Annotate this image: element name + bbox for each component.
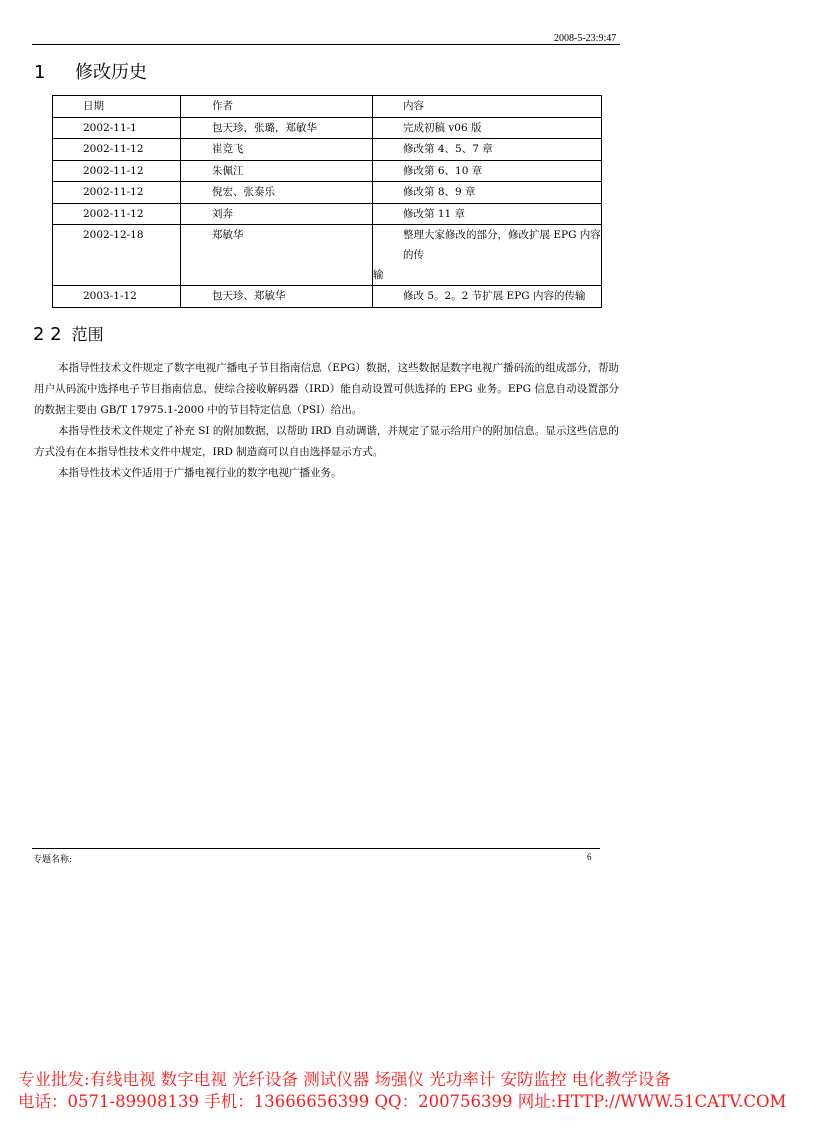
cell-date: 2002-11-1 [53, 117, 181, 139]
paragraph: 本指导性技术文件规定了数字电视广播电子节目指南信息（EPG）数据，这些数据是数字电视广播码流的组成部分，帮助用户从码流中选择电子节目指南信息，使综合接收解码器（IRD）能自动设置可供选择的 EPG 业务。EPG 信息自动设置部分的数据主要由 GB/T 17975.1-2000 中的节目特定信息（PSI）给出。 [34, 362, 619, 416]
table-row [53, 160, 602, 182]
cell-date: 2003-1-12 [53, 286, 181, 308]
section-number: 1 [34, 62, 46, 83]
cell-content: 修改第 11 章 [373, 203, 602, 225]
table-row [53, 182, 602, 204]
cell-content: 修改第 6、10 章 [373, 160, 602, 182]
cell-author: 朱佩江 [181, 160, 373, 182]
cell-author: 倪宏、张泰乐 [181, 182, 373, 204]
table-header-row [53, 96, 602, 118]
cell-content-line: 整理大家修改的部分，修改扩展 EPG 内容的传 [403, 229, 601, 261]
footer-rule [32, 848, 600, 849]
cell-author: 包天珍、郑敏华 [181, 286, 373, 308]
cell-date: 2002-11-12 [53, 182, 181, 204]
advert-line-1: 专业批发:有线电视 数字电视 光纤设备 测试仪器 场强仪 光功率计 安防监控 电化教学设备 [18, 1070, 671, 1089]
section-title: 范围 [71, 325, 104, 344]
cell-author: 刘奔 [181, 203, 373, 225]
cell-content: 修改第 8、9 章 [373, 182, 602, 204]
section-number: 2 2 [33, 324, 62, 345]
cell-content: 修改第 4、5、7 章 [373, 139, 602, 161]
page-number: 6 [587, 852, 592, 862]
cell-content-continuation: 输 [373, 269, 384, 281]
cell-content: 修改 5。2。2 节扩展 EPG 内容的传输 [373, 286, 602, 308]
cell-author: 崔竞飞 [181, 139, 373, 161]
cell-content: 完成初稿 v06 版 [373, 117, 602, 139]
paragraph: 本指导性技术文件适用于广播电视行业的数字电视广播业务。 [58, 467, 342, 479]
header-date: 2008-5-23:9:47 [554, 33, 617, 44]
cell-date: 2002-11-12 [53, 160, 181, 182]
cell-date: 2002-11-12 [53, 139, 181, 161]
cell-date: 2002-12-18 [53, 225, 181, 286]
table-row [53, 117, 602, 139]
cell-author: 包天珍，张璐，郑敏华 [181, 117, 373, 139]
table-row [53, 225, 602, 286]
footer-topic-label: 专题名称: [33, 855, 73, 865]
paragraph: 本指导性技术文件规定了补充 SI 的附加数据，以帮助 IRD 自动调谐，并规定了显示给用户的附加信息。显示这些信息的方式没有在本指导性技术文件中规定，IRD 制造商可以自由选择显示方式。 [34, 425, 619, 458]
cell-content [373, 225, 602, 286]
table-row [53, 139, 602, 161]
advert-line-2: 电话：0571-89908139 手机：13666656399 QQ：200756399 网址:HTTP://WWW.51CATV.COM [18, 1092, 787, 1111]
table-row [53, 203, 602, 225]
scope-body [34, 358, 619, 484]
column-header-content: 内容 [373, 96, 602, 118]
cell-date: 2002-11-12 [53, 203, 181, 225]
table-row [53, 286, 602, 308]
column-header-author: 作者 [181, 96, 373, 118]
section-title: 修改历史 [75, 62, 147, 83]
revision-history-table [52, 95, 602, 308]
column-header-date: 日期 [53, 96, 181, 118]
section-heading-scope [33, 322, 104, 345]
header-rule [32, 44, 620, 45]
cell-author: 郑敏华 [181, 225, 373, 286]
section-heading-history [34, 58, 147, 84]
